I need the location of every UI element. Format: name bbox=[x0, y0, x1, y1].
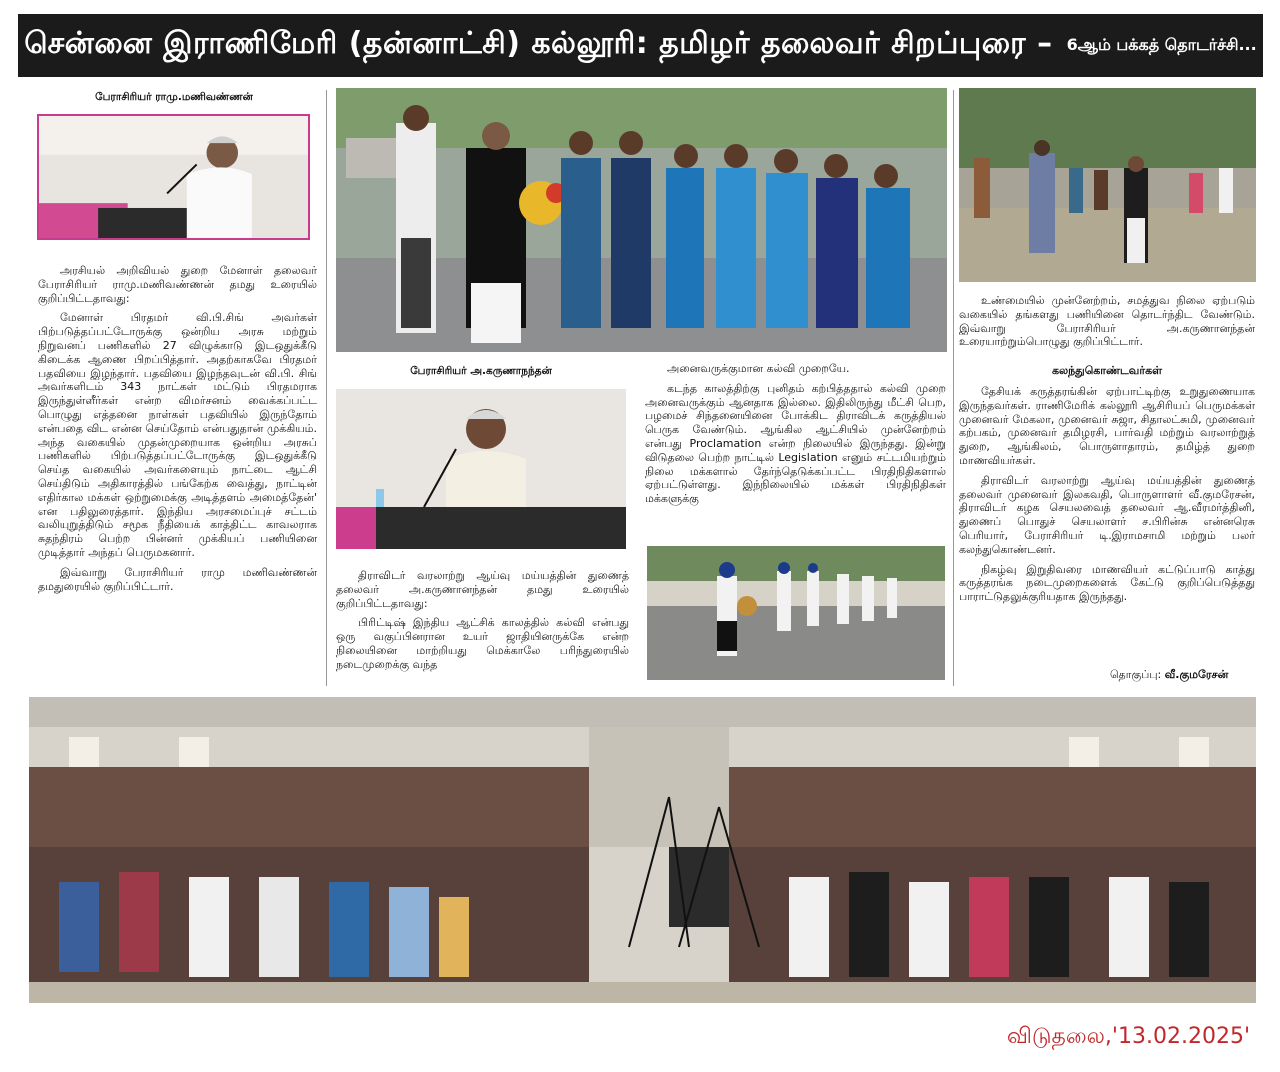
col4-attendees-article bbox=[959, 385, 1255, 610]
col4-para-1: உண்மையில் முன்னேற்றம், சமத்துவ நிலை ஏற்படும் வகையில் தங்களது பணியினை தொடர்ந்திட வேண்டும். இவ்வாறு பேராசிரியர் அ.கருணானந்தன் உரையாற்றும்பொழுது குறிப்பிட்டார். bbox=[959, 294, 1255, 349]
col2-para-1: திராவிடர் வரலாற்று ஆய்வு மய்யத்தின் துணைத் தலைவர் அ.கருணானந்தன் தமது உரையில் குறிப்பிட்டதாவது: bbox=[336, 569, 629, 610]
column-divider bbox=[326, 90, 327, 686]
caption-manivannan: பேராசிரியர் ராமு.மணிவண்ணன் bbox=[95, 91, 253, 103]
col3-para-1: அனைவருக்குமான கல்வி முறையே. bbox=[667, 362, 850, 375]
caption-karunanandan: பேராசிரியர் அ.கருணாநந்தன் bbox=[410, 365, 552, 377]
col1-para-3: இவ்வாறு பேராசிரியர் ராமு மணிவண்ணன் தமதுரையில் குறிப்பிட்டார். bbox=[38, 565, 317, 593]
col2-para-2: பிரிட்டிஷ் இந்திய ஆட்சிக் காலத்தில் கல்வி என்பது ஒரு வகுப்பினரான உயர் ஜாதியினருக்கே என்ற நிலையினை மாற்றியது மெக்காலே பரிந்துரையில் நடைமுறைக்கு வந்த bbox=[336, 616, 629, 671]
col4-attendees-para-3: நிகழ்வு இறுதிவரை மாணவியர் கட்டுப்பாடு காத்து கருத்தரங்க நடைமுறைகளைக் கேட்டு குறிப்பெடுத்தது பாராட்டுதலுக்குரியதாக இருந்தது. bbox=[959, 562, 1255, 604]
photo-band-parade bbox=[647, 546, 945, 680]
photo-welcome-bouquet bbox=[336, 88, 947, 352]
compiled-by-credit bbox=[1110, 668, 1228, 683]
section-title-attendees: கலந்துகொண்டவர்கள் bbox=[1051, 364, 1163, 377]
col3-para-2: கடந்த காலத்திற்கு புனிதம் கற்பித்ததால் கல்வி முறை அனைவருக்கும் ஆனதாக இல்லை. இதிலிருந்து மீட்சி பெற, பழமைச் சிந்தனையினை போக்கிட திராவிடக் கருத்தியல் பெருக வேண்டும். ஆங்கில ஆட்சியில் முன்னேற்றம் என்பது Proclamation என்ற நிலையில் இருந்தது. இன்று விடுதலை பெற்ற நாட்டில் Legislation எனும் சட்டமியற்றும் நிலை மக்களால் தேர்ந்தெடுக்கப்பட்ட பிரதிநிதிகளால் ஏற்பட்டுள்ளது. இந்நிலையில் மக்கள் பிரதிநிதிகள் மக்களுக்கு bbox=[645, 381, 946, 506]
headline-continuation: 6ஆம் பக்கத் தொடர்ச்சி... bbox=[1066, 35, 1257, 54]
col1-para-1: அரசியல் அறிவியல் துறை மேனாள் தலைவர் பேராசிரியர் ராமு.மணிவண்ணன் தமது உரையில் குறிப்பிட்டதாவது: bbox=[38, 264, 317, 305]
col4-attendees-para-1: தேசியக் கருத்தரங்கின் ஏற்பாட்டிற்கு உறுதுணையாக இருந்தவர்கள். ராணிமேரிக் கல்லூரி ஆசிரியப் பெருமக்கள் முனைவர் மேகலா, முனைவர் சுஜா, சிதாலட்சுமி, முனைவர் கற்பகம், முனைவர் தமிழரசி, பார்வதி மற்றும் வரலாற்றுத் துறை, ஆங்கிலம், பொருளாதாரம், தமிழ்த் துறை மாணவியர்கள். bbox=[959, 385, 1255, 467]
photo-speaker-manivannan bbox=[37, 114, 310, 240]
col2-article bbox=[336, 569, 629, 678]
col3-article bbox=[645, 362, 946, 512]
col4-article bbox=[959, 294, 1255, 355]
col1-para-2: மேனாள் பிரதமர் வி.பி.சிங் அவர்கள் பிற்படுத்தப்பட்டோருக்கு ஒன்றிய அரசு மற்றும் நிறுவனப் பணிகளில் 27 விழுக்காடு இடஒதுக்கீடு கிடைக்க ஆணை பிறப்பித்தார். அதற்காகவே பிரதமர் பதவியை இழந்தார். பதவியை இழந்தவுடன் வி.பி. சிங் அவர்களிடம் 343 நாட்கள் மட்டும் பிரதமராக இருந்துள்ளீர்கள் என்ற விமர்சனம் வைக்கப்பட்ட பொழுது எத்தனை நாள்கள் பதவியில் இருந்தோம் என்பதை விட என்ன செய்தோம் என்பதுதான் முக்கியம். அந்த வகையில் முதன்முறையாக ஒன்றிய அரசுப் பணிகளில் பிற்படுத்தப்பட்டோருக்கு இடஒதுக்கீடு செய்த வகையில் அவர்களையும் நாட்டை ஆட்சி செய்திடும் அதிகாரத்தில் பங்கேற்க வைத்து, நாட்டின் எதிர்கால மக்கள் ஒற்றுமைக்கு அடித்தளம் அமைத்தேன்' என பதிலுரைத்தார். இந்திய அரசமைப்புச் சட்டம் வலியுறுத்திடும் சமூக நீதியைக் காத்திட்ட காவலராக சுதந்திரம் பெற்ற பின்னர் முக்கியப் பணியினை முடித்தார் அந்தப் பெருமகனார். bbox=[38, 311, 317, 559]
headline-banner bbox=[18, 14, 1263, 77]
credit-name: வீ.குமரேசன் bbox=[1164, 668, 1229, 681]
photo-walking-campus bbox=[959, 88, 1256, 282]
col1-article bbox=[38, 264, 317, 599]
column-divider bbox=[953, 90, 954, 686]
headline-title: சென்னை இராணிமேரி (தன்னாட்சி) கல்லூரி: தமிழர் தலைவர் சிறப்புரை – bbox=[24, 26, 1053, 61]
photo-auditorium-audience bbox=[29, 697, 1256, 1003]
col4-attendees-para-2: திராவிடர் வரலாற்று ஆய்வு மய்யத்தின் துணைத் தலைவர் முனைவர் இலகவதி, பொருளாளர் வீ.குமரேசன், திராவிடர் கழக செயலவைத் தலைவர் ஆ.வீரமர்த்தினி, துணைப் பொதுச் செயலாளர் ச.பிரின்சு என்னரெசு பெரியார், பேராசிரியர் டி.இராமசாமி மற்றும் பலர் கலந்துகொண்டனர். bbox=[959, 473, 1255, 556]
credit-label: தொகுப்பு: bbox=[1110, 668, 1162, 681]
newspaper-dateline: விடுதலை,'13.02.2025' bbox=[1006, 1024, 1250, 1049]
photo-speaker-karunanandan bbox=[336, 389, 626, 549]
